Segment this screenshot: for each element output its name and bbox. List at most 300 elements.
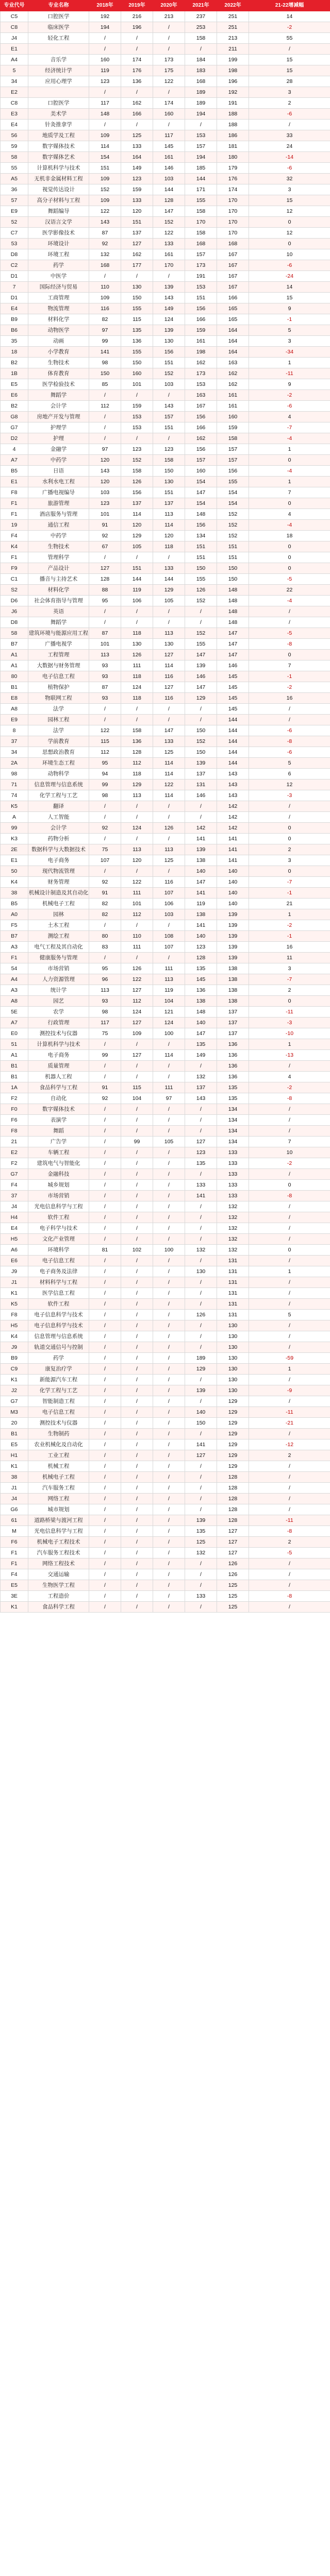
major-name-cell: 生物技术 xyxy=(28,358,89,368)
score-cell: / xyxy=(185,704,217,715)
score-cell: 0 xyxy=(249,650,330,660)
score-cell: 114 xyxy=(153,769,185,779)
score-cell: / xyxy=(121,1320,153,1331)
major-name-cell: 植物保护 xyxy=(28,682,89,693)
score-cell: / xyxy=(153,715,185,725)
score-cell: / xyxy=(185,1212,217,1223)
table-row xyxy=(1,1483,330,1494)
score-cell: 147 xyxy=(185,487,217,498)
score-cell: -8 xyxy=(249,736,330,747)
score-cell: 191 xyxy=(185,271,217,282)
table-row xyxy=(1,1569,330,1580)
score-cell: / xyxy=(89,1320,121,1331)
score-cell: 164 xyxy=(121,152,153,163)
score-cell: / xyxy=(89,33,121,44)
score-cell: 166 xyxy=(121,109,153,120)
major-name-cell: 数字媒体技术 xyxy=(28,1104,89,1115)
score-cell: 173 xyxy=(153,55,185,65)
score-cell: / xyxy=(121,1353,153,1364)
score-cell: -2 xyxy=(249,682,330,693)
score-cell: 127 xyxy=(121,985,153,996)
score-cell: 93 xyxy=(89,996,121,1007)
major-name-cell: 广播电视编导 xyxy=(28,487,89,498)
score-cell: 127 xyxy=(217,1537,249,1548)
score-cell: -11 xyxy=(249,1515,330,1526)
score-cell: / xyxy=(185,812,217,823)
score-cell: 103 xyxy=(153,174,185,184)
score-cell: 237 xyxy=(185,11,217,22)
score-cell: 130 xyxy=(217,1364,249,1375)
score-cell: 67 xyxy=(89,541,121,552)
score-cell: 165 xyxy=(217,314,249,325)
score-cell: / xyxy=(89,1407,121,1418)
major-code-cell: F1 xyxy=(1,498,28,509)
score-cell: 151 xyxy=(153,358,185,368)
table-row xyxy=(1,1353,330,1364)
score-cell: 4 xyxy=(249,1072,330,1082)
major-name-cell: 社会体育指导与管理 xyxy=(28,596,89,606)
score-cell: 3 xyxy=(249,855,330,866)
score-cell: / xyxy=(185,1201,217,1212)
score-cell: / xyxy=(121,1407,153,1418)
score-cell: 128 xyxy=(185,953,217,963)
score-cell: 159 xyxy=(185,325,217,336)
major-name-cell: 环境工程 xyxy=(28,249,89,260)
score-cell: 141 xyxy=(185,888,217,899)
major-name-cell: 物联网工程 xyxy=(28,693,89,704)
score-cell: 123 xyxy=(121,444,153,455)
score-cell: / xyxy=(121,1429,153,1439)
score-cell: 122 xyxy=(89,206,121,217)
major-code-cell: B1 xyxy=(1,1072,28,1082)
score-cell: / xyxy=(121,87,153,98)
major-name-cell: 电子商务 xyxy=(28,1050,89,1061)
score-cell: / xyxy=(89,552,121,563)
major-name-cell: 机械工程 xyxy=(28,1461,89,1472)
major-name-cell: 园艺 xyxy=(28,996,89,1007)
score-cell: 125 xyxy=(153,855,185,866)
score-cell: 138 xyxy=(185,996,217,1007)
major-code-cell: E8 xyxy=(1,693,28,704)
score-cell: 152 xyxy=(185,736,217,747)
score-cell: 251 xyxy=(217,22,249,33)
table-row xyxy=(1,693,330,704)
score-cell: / xyxy=(153,1407,185,1418)
column-header: 2021年 xyxy=(185,1,217,11)
score-cell: 127 xyxy=(153,650,185,660)
score-cell: / xyxy=(121,834,153,844)
major-name-cell: 食品科学与工程 xyxy=(28,1082,89,1093)
score-cell: 131 xyxy=(217,1266,249,1277)
score-cell: 147 xyxy=(153,206,185,217)
major-name-cell: 人力资源管理 xyxy=(28,974,89,985)
score-cell: -4 xyxy=(249,596,330,606)
score-cell: / xyxy=(185,1504,217,1515)
score-cell: 152 xyxy=(217,509,249,520)
table-row xyxy=(1,239,330,249)
score-cell: 123 xyxy=(185,942,217,953)
major-name-cell: 医学信息工程 xyxy=(28,1288,89,1299)
score-cell: / xyxy=(121,1039,153,1050)
score-cell: -34 xyxy=(249,347,330,358)
score-cell: 114 xyxy=(153,660,185,671)
score-cell: 125 xyxy=(217,1602,249,1613)
score-cell: 108 xyxy=(153,931,185,942)
score-cell: / xyxy=(89,1137,121,1147)
table-row xyxy=(1,1429,330,1439)
score-cell: / xyxy=(89,1191,121,1201)
major-name-cell: 机械电子工程 xyxy=(28,899,89,909)
major-name-cell: 农学 xyxy=(28,1007,89,1018)
major-name-cell: 市场营销 xyxy=(28,963,89,974)
major-name-cell: 汽车服务工程 xyxy=(28,1483,89,1494)
score-cell: 141 xyxy=(217,855,249,866)
score-cell: 120 xyxy=(153,531,185,541)
score-cell: 192 xyxy=(89,11,121,22)
major-name-cell: 体育教育 xyxy=(28,368,89,379)
major-code-cell: H5 xyxy=(1,1320,28,1331)
table-row xyxy=(1,1288,330,1299)
score-cell: / xyxy=(89,44,121,55)
score-cell: / xyxy=(153,1504,185,1515)
major-name-cell: 管理科学 xyxy=(28,552,89,563)
score-cell: 141 xyxy=(185,834,217,844)
score-cell: 141 xyxy=(185,1439,217,1450)
major-code-cell: E5 xyxy=(1,379,28,390)
score-cell: 140 xyxy=(217,877,249,888)
table-row xyxy=(1,985,330,996)
score-cell: 174 xyxy=(153,98,185,109)
score-cell: 145 xyxy=(217,693,249,704)
score-cell: 127 xyxy=(89,563,121,574)
score-cell: 146 xyxy=(153,163,185,174)
table-row xyxy=(1,1537,330,1548)
score-cell: 142 xyxy=(217,801,249,812)
score-cell: 139 xyxy=(153,325,185,336)
score-cell: 81 xyxy=(89,1245,121,1256)
score-cell: 113 xyxy=(121,844,153,855)
score-cell: 150 xyxy=(217,563,249,574)
score-cell: 144 xyxy=(217,747,249,758)
major-name-cell: 电子信息工程 xyxy=(28,1256,89,1266)
score-cell: / xyxy=(121,606,153,617)
major-name-cell: 光电信息科学与工程 xyxy=(28,1526,89,1537)
table-row xyxy=(1,1494,330,1504)
score-cell: 177 xyxy=(121,260,153,271)
score-cell: / xyxy=(153,1061,185,1072)
score-cell: 113 xyxy=(153,844,185,855)
major-code-cell: E2 xyxy=(1,87,28,98)
score-cell: 136 xyxy=(217,1061,249,1072)
major-name-cell: 电子信息工程 xyxy=(28,1407,89,1418)
score-cell: / xyxy=(121,1602,153,1613)
score-cell: / xyxy=(249,1342,330,1353)
major-name-cell: 园林工程 xyxy=(28,715,89,725)
major-code-cell: 34 xyxy=(1,76,28,87)
score-cell: / xyxy=(121,271,153,282)
score-cell: 10 xyxy=(249,1147,330,1158)
table-row xyxy=(1,1504,330,1515)
major-code-cell: K1 xyxy=(1,1288,28,1299)
major-name-cell xyxy=(28,87,89,98)
score-cell: 133 xyxy=(217,1158,249,1169)
major-name-cell: 化学工程与工艺 xyxy=(28,1385,89,1396)
score-cell: 133 xyxy=(121,195,153,206)
major-code-cell: J2 xyxy=(1,1385,28,1396)
major-code-cell: B1 xyxy=(1,1429,28,1439)
score-cell: / xyxy=(89,390,121,401)
column-header: 专业代号 xyxy=(1,1,28,11)
score-cell: 143 xyxy=(217,790,249,801)
score-cell: / xyxy=(153,617,185,628)
score-cell: / xyxy=(153,704,185,715)
score-cell: 118 xyxy=(121,628,153,639)
major-name-cell: 财务管理 xyxy=(28,877,89,888)
major-name-cell: 水利水电工程 xyxy=(28,477,89,487)
score-cell: / xyxy=(249,120,330,130)
score-cell: / xyxy=(121,1472,153,1483)
major-code-cell: C5 xyxy=(1,11,28,22)
major-name-cell: 建筑电气与智能化 xyxy=(28,1158,89,1169)
score-cell: 139 xyxy=(217,909,249,920)
score-cell: 143 xyxy=(153,293,185,303)
table-row xyxy=(1,931,330,942)
score-cell: 98 xyxy=(89,1007,121,1018)
table-row xyxy=(1,44,330,55)
score-cell: 103 xyxy=(89,487,121,498)
score-cell: / xyxy=(89,606,121,617)
score-cell: / xyxy=(121,1126,153,1137)
score-cell: 119 xyxy=(89,65,121,76)
score-cell: -8 xyxy=(249,1526,330,1537)
table-row xyxy=(1,1039,330,1050)
score-cell: 119 xyxy=(185,899,217,909)
score-cell: 128 xyxy=(217,1504,249,1515)
table-row xyxy=(1,336,330,347)
table-row xyxy=(1,152,330,163)
score-cell: / xyxy=(89,1385,121,1396)
score-cell: 111 xyxy=(153,1082,185,1093)
major-code-cell: 3E xyxy=(1,1591,28,1602)
score-cell: 113 xyxy=(153,509,185,520)
major-name-cell: 光电信息科学与工程 xyxy=(28,1201,89,1212)
score-cell: / xyxy=(121,1569,153,1580)
score-cell: 140 xyxy=(217,888,249,899)
major-code-cell: J9 xyxy=(1,1266,28,1277)
score-cell: / xyxy=(89,1364,121,1375)
score-cell: 146 xyxy=(185,671,217,682)
score-cell: 119 xyxy=(121,585,153,596)
major-code-cell: B9 xyxy=(1,314,28,325)
score-cell: 112 xyxy=(121,909,153,920)
score-cell: 7 xyxy=(249,487,330,498)
score-cell: 134 xyxy=(217,1104,249,1115)
major-code-cell: J6 xyxy=(1,606,28,617)
major-code-cell: D2 xyxy=(1,433,28,444)
major-name-cell: 计算机科学与技术 xyxy=(28,1039,89,1050)
score-cell: 158 xyxy=(185,206,217,217)
score-cell: 100 xyxy=(153,1245,185,1256)
major-name-cell: 医学影像技术 xyxy=(28,228,89,239)
score-cell: 130 xyxy=(217,1331,249,1342)
major-code-cell: A5 xyxy=(1,174,28,184)
table-row xyxy=(1,33,330,44)
score-cell: / xyxy=(89,87,121,98)
score-cell: 113 xyxy=(89,650,121,660)
score-cell: / xyxy=(89,953,121,963)
score-cell: / xyxy=(249,1483,330,1494)
score-cell: 128 xyxy=(121,747,153,758)
score-cell: / xyxy=(249,1461,330,1472)
table-row xyxy=(1,1396,330,1407)
score-cell: -1 xyxy=(249,314,330,325)
score-cell: 147 xyxy=(217,628,249,639)
score-cell: 170 xyxy=(217,195,249,206)
score-cell: / xyxy=(185,1472,217,1483)
score-cell: / xyxy=(153,1277,185,1288)
score-cell: 127 xyxy=(153,682,185,693)
table-row xyxy=(1,1591,330,1602)
major-name-cell: 医学检验技术 xyxy=(28,379,89,390)
table-row xyxy=(1,541,330,552)
score-cell: / xyxy=(89,433,121,444)
score-cell: 150 xyxy=(185,1418,217,1429)
score-cell: 135 xyxy=(185,1158,217,1169)
score-cell: 139 xyxy=(185,1515,217,1526)
score-cell: 143 xyxy=(153,401,185,412)
major-code-cell: A4 xyxy=(1,55,28,65)
major-name-cell xyxy=(28,44,89,55)
major-code-cell: A xyxy=(1,812,28,823)
table-row xyxy=(1,1526,330,1537)
table-row xyxy=(1,141,330,152)
score-cell: 144 xyxy=(153,574,185,585)
score-cell: 118 xyxy=(121,693,153,704)
score-cell: 148 xyxy=(217,617,249,628)
score-cell: 199 xyxy=(217,55,249,65)
score-cell: / xyxy=(89,704,121,715)
score-cell: / xyxy=(185,1126,217,1137)
major-code-cell: A8 xyxy=(1,996,28,1007)
score-cell: 3 xyxy=(249,184,330,195)
score-cell: 189 xyxy=(185,87,217,98)
column-header: 2022年 xyxy=(217,1,249,11)
score-cell: 144 xyxy=(217,725,249,736)
table-row xyxy=(1,1126,330,1137)
major-code-cell: C7 xyxy=(1,228,28,239)
score-cell: -24 xyxy=(249,271,330,282)
score-cell: 1 xyxy=(249,358,330,368)
major-code-cell: D1 xyxy=(1,271,28,282)
score-cell: 137 xyxy=(217,1007,249,1018)
score-cell: 150 xyxy=(185,725,217,736)
score-cell: / xyxy=(153,1223,185,1234)
major-code-cell: F2 xyxy=(1,1158,28,1169)
table-row xyxy=(1,217,330,228)
score-cell: / xyxy=(89,801,121,812)
score-cell: 111 xyxy=(153,963,185,974)
major-code-cell: 51 xyxy=(1,1039,28,1050)
score-cell: / xyxy=(89,1602,121,1613)
major-name-cell: 口腔医学 xyxy=(28,11,89,22)
score-cell: 154 xyxy=(185,498,217,509)
table-row xyxy=(1,1548,330,1558)
score-cell: 99 xyxy=(89,1050,121,1061)
score-cell: 143 xyxy=(89,466,121,477)
major-name-cell: 电气工程及其自动化 xyxy=(28,942,89,953)
score-cell: 166 xyxy=(185,422,217,433)
score-cell: 124 xyxy=(153,314,185,325)
table-row xyxy=(1,1375,330,1385)
score-cell: 133 xyxy=(217,1180,249,1191)
score-cell: 144 xyxy=(153,184,185,195)
score-cell: 1 xyxy=(249,444,330,455)
score-cell: 110 xyxy=(89,282,121,293)
score-cell: 2 xyxy=(249,985,330,996)
major-code-cell: 7 xyxy=(1,282,28,293)
table-row xyxy=(1,1007,330,1018)
column-header: 专业名称 xyxy=(28,1,89,11)
table-row xyxy=(1,325,330,336)
score-cell: / xyxy=(153,1461,185,1472)
score-cell: 109 xyxy=(89,174,121,184)
score-cell: 130 xyxy=(153,477,185,487)
score-cell: 18 xyxy=(249,531,330,541)
score-cell: 133 xyxy=(185,1591,217,1602)
table-row xyxy=(1,682,330,693)
score-cell: 103 xyxy=(153,379,185,390)
score-cell: -2 xyxy=(249,390,330,401)
score-cell: 127 xyxy=(217,1526,249,1537)
score-cell: 0 xyxy=(249,552,330,563)
score-cell: 148 xyxy=(217,606,249,617)
score-cell: 174 xyxy=(217,184,249,195)
score-cell: / xyxy=(121,953,153,963)
score-cell: 0 xyxy=(249,239,330,249)
score-cell: 159 xyxy=(217,422,249,433)
score-cell: / xyxy=(153,1266,185,1277)
table-row xyxy=(1,422,330,433)
major-code-cell: A4 xyxy=(1,974,28,985)
major-code-cell: 58 xyxy=(1,628,28,639)
major-code-cell: B1 xyxy=(1,1061,28,1072)
score-cell: 181 xyxy=(217,141,249,152)
score-cell: 99 xyxy=(89,779,121,790)
score-cell: 14 xyxy=(249,11,330,22)
table-row xyxy=(1,1385,330,1396)
column-header: 21-22增减幅 xyxy=(249,1,330,11)
score-cell: / xyxy=(153,271,185,282)
score-cell: 129 xyxy=(185,693,217,704)
score-cell: / xyxy=(249,1602,330,1613)
score-cell: 186 xyxy=(217,130,249,141)
score-cell: 168 xyxy=(185,239,217,249)
score-cell: / xyxy=(185,801,217,812)
score-cell: 142 xyxy=(217,812,249,823)
major-name-cell: 美术学 xyxy=(28,109,89,120)
major-name-cell: 测控技术与仪器 xyxy=(28,1028,89,1039)
table-row xyxy=(1,736,330,747)
score-cell: 216 xyxy=(121,11,153,22)
score-cell: 140 xyxy=(185,931,217,942)
score-cell: -4 xyxy=(249,466,330,477)
score-cell: 211 xyxy=(217,44,249,55)
major-name-cell: 质量管理 xyxy=(28,1061,89,1072)
score-cell: 135 xyxy=(217,1082,249,1093)
score-cell: 198 xyxy=(185,347,217,358)
score-cell: 133 xyxy=(153,736,185,747)
score-cell: 135 xyxy=(185,1039,217,1050)
